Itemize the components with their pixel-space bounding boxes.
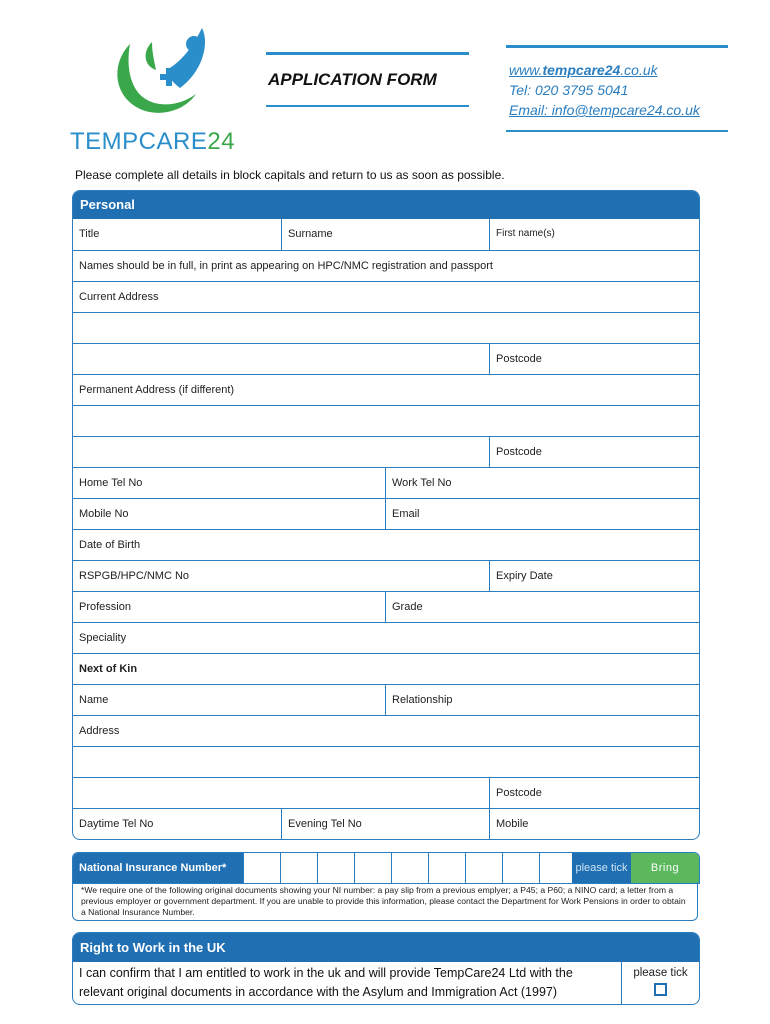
permanent-address-row xyxy=(73,374,699,405)
profession-field[interactable]: Profession xyxy=(79,601,131,613)
ni-digit-box[interactable] xyxy=(317,853,354,883)
personal-section xyxy=(72,190,700,840)
mobile-no-field[interactable]: Mobile No xyxy=(79,508,129,520)
current-address-line-2[interactable] xyxy=(73,312,699,343)
permanent-address-line-3[interactable] xyxy=(73,437,489,467)
kin-address-line-3[interactable] xyxy=(73,778,489,808)
right-to-work-tick-label: please tick xyxy=(633,967,688,979)
logo-mark-icon xyxy=(102,22,222,122)
next-of-kin-row xyxy=(73,653,699,684)
name-row xyxy=(73,219,699,250)
form-title: APPLICATION FORM xyxy=(268,70,437,89)
ni-row xyxy=(72,852,700,884)
dob-field[interactable]: Date of Birth xyxy=(79,539,141,551)
ni-digit-box[interactable] xyxy=(465,853,502,883)
right-to-work-heading: Right to Work in the UK xyxy=(73,933,699,962)
kin-address-line-2[interactable] xyxy=(73,746,699,777)
kin-address-row xyxy=(73,715,699,746)
first-names-field[interactable]: First name(s) xyxy=(489,219,699,250)
profession-row xyxy=(73,591,699,622)
kin-mobile-field[interactable]: Mobile xyxy=(489,809,699,839)
right-to-work-statement: I can confirm that I am entitled to work in the uk and will provide TempCare24 Ltd with the relevant original documents in accordance with the Asylum and Immigration Act (1997) xyxy=(79,966,573,999)
ni-digit-box[interactable] xyxy=(428,853,465,883)
registration-no-field[interactable]: RSPGB/HPC/NMC No xyxy=(79,570,190,582)
surname-field[interactable]: Surname xyxy=(281,219,489,250)
kin-name-row xyxy=(73,684,699,715)
kin-postcode-row xyxy=(73,777,699,808)
ni-please-tick: please tick xyxy=(572,853,631,883)
speciality-field[interactable]: Speciality xyxy=(79,632,127,644)
mobile-email-row xyxy=(73,498,699,529)
current-address-field[interactable]: Current Address xyxy=(79,291,159,303)
next-of-kin-heading: Next of Kin xyxy=(79,663,138,675)
kin-tel-row xyxy=(73,808,699,839)
permanent-postcode-field[interactable]: Postcode xyxy=(489,437,699,467)
ni-digit-box[interactable] xyxy=(280,853,317,883)
ni-digit-box[interactable] xyxy=(391,853,428,883)
kin-name-field[interactable]: Name xyxy=(79,694,109,706)
permanent-address-line-2[interactable] xyxy=(73,405,699,436)
ni-digit-box[interactable] xyxy=(354,853,391,883)
speciality-row xyxy=(73,622,699,653)
kin-evening-tel-field[interactable]: Evening Tel No xyxy=(281,809,489,839)
permanent-address-postcode-row xyxy=(73,436,699,467)
intro-text: Please complete all details in block capitals and return to us as soon as possible. xyxy=(75,168,505,182)
ni-label: National Insurance Number* xyxy=(73,853,243,883)
form-title-box xyxy=(266,52,469,107)
kin-address-field[interactable]: Address xyxy=(79,725,120,737)
permanent-address-field[interactable]: Permanent Address (if different) xyxy=(79,384,235,396)
email-field[interactable]: Email xyxy=(385,499,699,529)
phone-number: Tel: 020 3795 5041 xyxy=(509,82,629,98)
names-note: Names should be in full, in print as appearing on HPC/NMC registration and passport xyxy=(79,260,493,272)
tel-row xyxy=(73,467,699,498)
names-note-row xyxy=(73,250,699,281)
current-address-postcode-row xyxy=(73,343,699,374)
contact-box xyxy=(506,45,728,132)
registration-row xyxy=(73,560,699,591)
current-address-line-3[interactable] xyxy=(73,344,489,374)
right-to-work-checkbox[interactable] xyxy=(654,983,667,996)
personal-heading: Personal xyxy=(73,191,699,219)
dob-row xyxy=(73,529,699,560)
title-field[interactable]: Title xyxy=(79,228,100,240)
current-postcode-field[interactable]: Postcode xyxy=(489,344,699,374)
email-link[interactable]: Email: info@tempcare24.co.uk xyxy=(509,102,700,118)
ni-digit-box[interactable] xyxy=(539,853,572,883)
ni-bring-button[interactable]: Bring xyxy=(631,853,699,883)
kin-relationship-field[interactable]: Relationship xyxy=(385,685,699,715)
expiry-date-field[interactable]: Expiry Date xyxy=(489,561,699,591)
brand-name: TEMPCARE24 xyxy=(70,128,236,155)
current-address-row xyxy=(73,281,699,312)
grade-field[interactable]: Grade xyxy=(385,592,699,622)
work-tel-field[interactable]: Work Tel No xyxy=(385,468,699,498)
right-to-work-tick-cell xyxy=(621,962,699,1004)
ni-digit-box[interactable] xyxy=(502,853,539,883)
ni-digit-box[interactable] xyxy=(243,853,280,883)
ni-note: *We require one of the following original documents showing your NI number: a pay slip from a previous emplyer; a P45; a P60; a NINO card; a letter from a previous employer or government department. If you are unable to provide this information, please contact the Department for Work Pensions in order to obtain a National Insurance Number. xyxy=(72,882,698,921)
website-link[interactable]: www.tempcare24.co.uk xyxy=(509,62,658,78)
kin-daytime-tel-field[interactable]: Daytime Tel No xyxy=(79,818,154,830)
home-tel-field[interactable]: Home Tel No xyxy=(79,477,143,489)
kin-postcode-field[interactable]: Postcode xyxy=(489,778,699,808)
right-to-work-section xyxy=(72,932,700,1005)
